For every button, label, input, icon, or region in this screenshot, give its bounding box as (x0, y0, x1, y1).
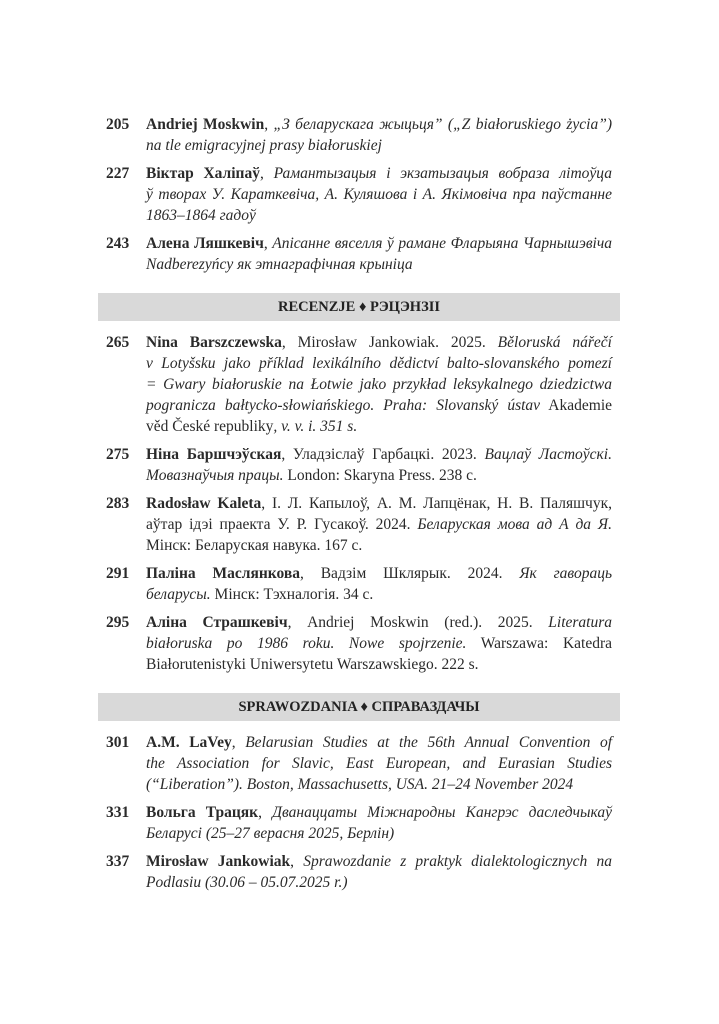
toc-entry[interactable] (98, 851, 620, 893)
entry-line (146, 753, 612, 774)
work-title: „З беларускага жыцьця” („Z białoruskiego życia”) (273, 116, 612, 133)
work-title: Вацлаў Ластоўскі. (484, 446, 612, 463)
toc-entry[interactable] (98, 493, 620, 556)
entry-line (146, 233, 612, 254)
work-title: 1863–1864 гадоў (146, 207, 256, 224)
page-number: 301 (106, 734, 130, 751)
toc-entry[interactable] (98, 612, 620, 675)
work-title: , v. v. i. 351 s. (273, 418, 358, 435)
author-name: Radosław Kaleta (146, 495, 262, 512)
author-name: Ніна Баршчэўская (146, 446, 282, 463)
entry-line (146, 584, 612, 605)
work-title: Literatura (548, 614, 613, 631)
entry-text: , Andriej Moskwin (red.). 2025. (287, 614, 549, 631)
entry-line (146, 135, 612, 156)
page-number: 265 (106, 334, 130, 351)
work-title: Як гавораць (519, 565, 613, 582)
page-number: 291 (106, 565, 130, 582)
entry-text: Мінск: Беларуская навука. 167 с. (146, 537, 363, 554)
entry-text: , (263, 235, 273, 252)
author-name: Аліна Страшкевіч (146, 614, 288, 631)
page-number: 243 (106, 235, 130, 252)
toc-entry[interactable] (98, 163, 620, 226)
entry-text: Akademie (540, 397, 613, 414)
entry-line (146, 444, 612, 465)
work-title: ў творах У. Караткевіча, А. Куляшова і А. Якімовіча пра паўстанне (146, 186, 612, 203)
work-title: Sprawozdanie z praktyk dialektologicznych na (303, 853, 612, 870)
page-number: 275 (106, 446, 130, 463)
author-name: Алена Ляшкевіч (146, 235, 264, 252)
entry-text: věd České republiky (146, 418, 274, 435)
toc-entry[interactable] (98, 732, 620, 795)
section-header: SPRAWOZDANIA ♦ СПРАВАЗДАЧЫ (98, 693, 620, 721)
entry-text: , (290, 853, 304, 870)
work-title: the Association for Slavic, East European, and Eurasian Studies (146, 755, 612, 772)
entry-line (146, 395, 612, 416)
entry-line (146, 612, 612, 633)
toc-entry[interactable] (98, 444, 620, 486)
work-title: Беларусі (25–27 верасня 2025, Берлін) (146, 825, 395, 842)
entry-text: London: Skaryna Press. 238 с. (283, 467, 477, 484)
toc-entry[interactable] (98, 802, 620, 844)
work-title: Беларуская мова ад А да Я. (417, 516, 612, 533)
author-name: Вольга Трацяк (146, 804, 259, 821)
author-name: Nina Barszczewska (146, 334, 282, 351)
entry-line (146, 332, 612, 353)
entry-text: , (264, 116, 274, 133)
page-number: 295 (106, 614, 130, 631)
author-name: A.M. LaVey (146, 734, 232, 751)
work-title: (“Liberation”). Boston, Massachusetts, USA. 21–24 November 2024 (146, 776, 574, 793)
entry-text: , І. Л. Капылоў, А. М. Лапцёнак, Н. В. Паляшчук, (261, 495, 612, 512)
entry-line (146, 205, 612, 226)
entry-line (146, 535, 612, 556)
entry-line (146, 254, 612, 275)
entry-text: , (259, 165, 274, 182)
entry-text: , Уладзіслаў Гарбацкі. 2023. (281, 446, 485, 463)
entry-line (146, 802, 612, 823)
work-title: Дванаццаты Міжнародны Кангрэс даследчыкаў (272, 804, 612, 821)
page-number: 283 (106, 495, 130, 512)
entry-text: Мінск: Тэхналогія. 34 с. (210, 586, 374, 603)
entry-line (146, 184, 612, 205)
entry-line (146, 416, 612, 437)
work-title: na tle emigracyjnej prasy białoruskiej (146, 137, 382, 154)
entry-text: Białorutenistyki Uniwersytetu Warszawskiego. 222 s. (146, 656, 479, 673)
work-title: v Lotyšsku jako příklad lexikálního dědictví balto-slovanského pomezí (146, 355, 612, 372)
toc-entry[interactable] (98, 114, 620, 156)
work-title: białoruska po 1986 roku. Nowe spojrzenie. (146, 635, 467, 652)
work-title: беларусы. (146, 586, 211, 603)
work-title: Мовазнаўчыя працы. (146, 467, 284, 484)
entry-line (146, 465, 612, 486)
entry-line (146, 774, 612, 795)
entry-line (146, 851, 612, 872)
entry-text: , Вадзім Шклярык. 2024. (299, 565, 520, 582)
entry-line (146, 823, 612, 844)
work-title: pogranicza bałtycko-słowiańskiego. Praha: Slovanský ústav (146, 397, 541, 414)
entry-line (146, 114, 612, 135)
entry-line (146, 163, 612, 184)
work-title: Апісанне вяселля ў рамане Фларыяна Чарнышэвіча (272, 235, 612, 252)
section-header: RECENZJE ♦ РЭЦЭНЗІІ (98, 293, 620, 321)
work-title: Nadberezyńcy як этнаграфічная крыніца (146, 256, 413, 273)
entry-text: аўтар ідэі праекта У. Р. Гусакоў. 2024. (146, 516, 418, 533)
entry-text: , Mirosław Jankowiak. 2025. (281, 334, 498, 351)
entry-line (146, 353, 612, 374)
work-title: Podlasiu (30.06 – 05.07.2025 r.) (146, 874, 348, 891)
entry-line (146, 514, 612, 535)
entry-text: Warszawa: Katedra (466, 635, 612, 652)
toc-entry[interactable] (98, 563, 620, 605)
author-name: Mirosław Jankowiak (146, 853, 291, 870)
work-title: Рамантызацыя і экзатызацыя вобраза літоўца (273, 165, 612, 182)
work-title: = Gwary białoruskie na Łotwie jako przykład leksykalnego dziedzictwa (146, 376, 612, 393)
entry-text: , (231, 734, 246, 751)
page-number: 331 (106, 804, 130, 821)
author-name: Andriej Moskwin (146, 116, 265, 133)
work-title: Belarusian Studies at the 56th Annual Convention of (245, 734, 613, 751)
entry-text: , (258, 804, 273, 821)
entry-line (146, 374, 612, 395)
work-title: Běloruská nářečí (497, 334, 612, 351)
entry-line (146, 493, 612, 514)
page-number: 337 (106, 853, 130, 870)
entry-line (146, 654, 612, 675)
author-name: Віктар Халіпаў (146, 165, 260, 182)
author-name: Паліна Маслянкова (146, 565, 300, 582)
entry-line (146, 633, 612, 654)
entry-line (146, 732, 612, 753)
page-number: 227 (106, 165, 130, 182)
entry-line (146, 872, 612, 893)
toc-entry[interactable] (98, 233, 620, 275)
toc-entry[interactable] (98, 332, 620, 437)
page-number: 205 (106, 116, 130, 133)
table-of-contents (98, 114, 620, 900)
entry-line (146, 563, 612, 584)
